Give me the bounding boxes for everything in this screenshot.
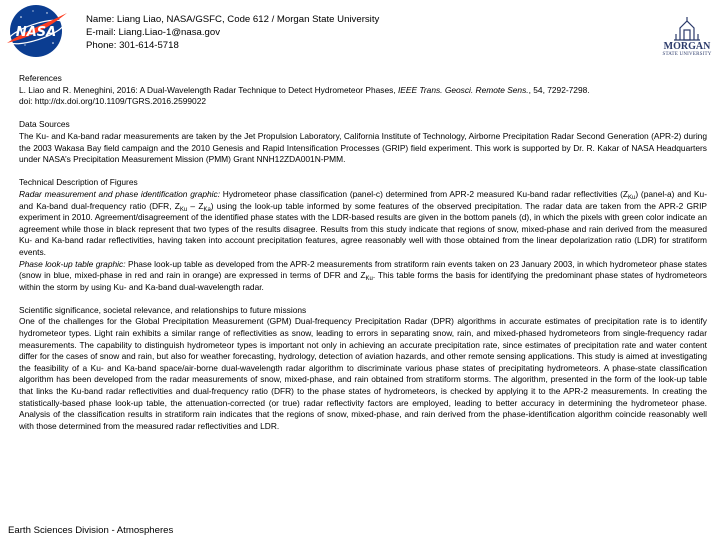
figure-1-title: Radar measurement and phase identification graphic: (19, 188, 221, 199)
author-email: E-mail: Liang.Liao-1@nasa.gov (86, 27, 220, 38)
technical-section (19, 177, 707, 293)
references-section (19, 73, 707, 108)
significance-text: One of the challenges for the Global Precipitation Measurement (GPM) Dual-frequency Precipitation Radar (DPR) algorithms in accurate estimates of precipitation rate is to identify hydrometeor types. Light rain exhibits a similar range of reflectivities as snow, leading to errors in separating snow, rain, and mixed-phased hydrometeors from single-frequency radar measurements. The capability to distinguish hydrometeor types is important not only in achieving an accurate precipitation rate, since estimates of precipitation rate and water content differ for the cases of snow and rain, but also for weather forecasting, hydrology, detection of aviation hazards, and other remote sensing applications. This study is aimed at investigating the feasibility of a Ku- and Ka-band space/air-borne dual-wavelength radar algorithm to discriminate various phase states of precipitating hydrometeors. A phase-state classification algorithm has been developed from the radar measurements of snow, mixed-phase, and rain obtained from stratiform storms. The algorithm, presented in the form of the look-up table that links the Ku-band radar reflectivities and dual-frequency ratio (DFR) to the phase states of hydrometeors, is checked by applying it to the APR-2 measurements. In creating the statistically-based phase look-up table, the attenuation-corrected (or true) radar reflectivity factors are employed, leading to better accuracy in determining the hydrometeor phase. Analysis of the classification results in stratiform rain indicates that the regions of snow, mixed-phase, and rain derived from the phase-identification algorithm coincide reasonably well with those determined from the measured radar reflectivities and LDR. (19, 316, 707, 431)
nasa-logo-text: NASA (15, 25, 57, 40)
morgan-logo-subtext: STATE UNIVERSITY (662, 52, 712, 57)
figure-2-title: Phase look-up table graphic: (19, 258, 126, 269)
references-heading: References (19, 73, 62, 83)
technical-paragraph-1: Radar measurement and phase identification graphic: Hydrometeor phase classification (panel-c) determined from APR-2 measured Ku-band radar reflectivities $(Z_{Ku})$ (panel-a) and Ku- and Ka-band dual-frequency ratio (DFR, $Z_{Ku} - Z_{Ka}$) using the look-up table informed by some features of the observed precipitation. The radar data are taken from the APR-2 GRIP experiment in 2010. Agreement/disagreement of the identified phase states with the LDR-based results are given in the bottom panels (d), in which the pixels with green color indicate an agreement while those in black represent that two types of the results disagree. Results from this study indicate that regions of snow, mixed-phase and rain derived from the measured Ku- and Ka-band radar reflectivities, having taken into account precipitation features, agree reasonably well with those obtained from the linear depolarization ratio (LDR) for stratiform events. (19, 188, 708, 257)
data-sources-text: The Ku- and Ka-band radar measurements are taken by the Jet Propulsion Laboratory, California Institute of Technology, Airborne Precipitation Radar Second Generation (APR-2) during the 2003 Wakasa Bay field campaign and the 2010 Genesis and Rapid Intensification Processes (GRIP) field experiment. This work is supported by Dr. R. Kakar of NASA Headquarters under NASA’s Precipitation Measurement Mission (PMM) Grant NNH12ZDA001N-PMM. (19, 130, 707, 165)
data-sources-section (19, 119, 707, 165)
morgan-logo-building (674, 17, 700, 40)
significance-section (19, 305, 707, 433)
references-doi: doi: http://dx.doi.org/10.1109/TGRS.2016.2599022 (19, 96, 207, 107)
technical-paragraph-2: Phase look-up table graphic: Phase look-up table as developed from the APR-2 measurements from stratiform rain events taken on 23 January 2003, in which hydrometeor phase states (snow in blue, mixed-phase in red and rain in orange) are expressed in terms of DFR and $Z_{Ku}$. This table forms the basis for identifying the predominant phase states of hydrometeors within the storm by using Ku- and Ka-band dual-wavelength radar. (19, 258, 707, 292)
significance-heading: Scientific significance, societal relevance, and relationships to future missions (19, 304, 307, 315)
author-name: Name: Liang Liao, NASA/GSFC, Code 612 / Morgan State University (86, 14, 380, 25)
document-body (19, 73, 707, 444)
morgan-logo-text: MORGAN (663, 41, 711, 52)
technical-heading: Technical Description of Figures (19, 177, 138, 188)
journal-name: IEEE Trans. Geosci. Remote Sens. (397, 84, 529, 95)
references-citation: L. Liao and R. Meneghini, 2016: A Dual-Wavelength Radar Technique to Detect Hydrometeor Phases, IEEE Trans. Geosci. Remote Sens., 54, 7292-7298. (19, 84, 590, 95)
author-phone: Phone: 301-614-5718 (86, 40, 179, 51)
footer-division: Earth Sciences Division - Atmospheres (8, 525, 174, 536)
data-sources-heading: Data Sources (19, 119, 70, 130)
contact-header (86, 13, 556, 52)
nasa-logo (3, 3, 69, 59)
